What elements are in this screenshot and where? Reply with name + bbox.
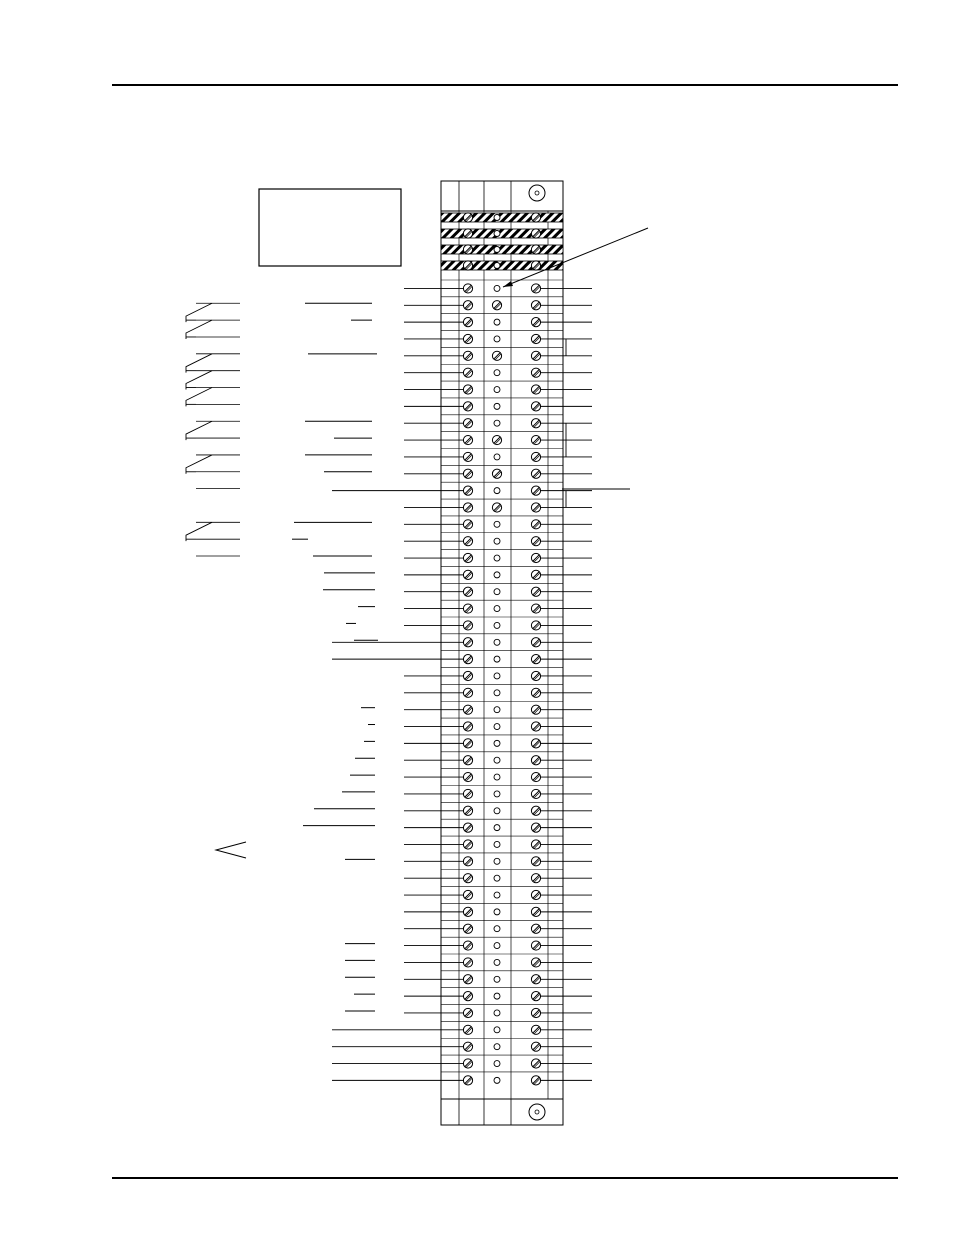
screw-icon bbox=[463, 890, 472, 899]
screw-icon bbox=[531, 469, 540, 478]
screw-icon bbox=[531, 452, 540, 461]
screw-icon bbox=[531, 1076, 540, 1085]
screw-icon bbox=[531, 553, 540, 562]
relay-contact-icon bbox=[186, 388, 212, 407]
screw-icon bbox=[463, 756, 472, 765]
hole-icon bbox=[494, 724, 500, 730]
screw-icon bbox=[463, 245, 472, 254]
hole-icon bbox=[494, 757, 500, 763]
screw-icon bbox=[463, 284, 472, 293]
shield-bar bbox=[441, 245, 563, 254]
screw-icon bbox=[531, 301, 540, 310]
top-mounting-screw-icon bbox=[529, 185, 545, 201]
hole-icon bbox=[494, 774, 500, 780]
hole-icon bbox=[494, 858, 500, 864]
screw-icon bbox=[463, 368, 472, 377]
screw-icon bbox=[463, 840, 472, 849]
screw-icon bbox=[531, 840, 540, 849]
hole-icon bbox=[494, 454, 500, 460]
screw-icon bbox=[463, 301, 472, 310]
screw-icon bbox=[463, 739, 472, 748]
left-wires bbox=[292, 288, 464, 1080]
screw-icon bbox=[463, 520, 472, 529]
terminal-rows bbox=[441, 211, 563, 1099]
screw-icon bbox=[463, 570, 472, 579]
hole-icon bbox=[494, 263, 500, 269]
screw-icon bbox=[463, 452, 472, 461]
screw-icon bbox=[463, 419, 472, 428]
screw-icon bbox=[463, 705, 472, 714]
hole-icon bbox=[494, 707, 500, 713]
screw-icon bbox=[463, 402, 472, 411]
hole-icon bbox=[494, 926, 500, 932]
screw-icon bbox=[463, 789, 472, 798]
hole-icon bbox=[494, 231, 500, 237]
screw-icon bbox=[531, 570, 540, 579]
screw-icon bbox=[531, 261, 540, 270]
screw-icon bbox=[531, 1025, 540, 1034]
less-than-symbol bbox=[216, 842, 246, 858]
screw-icon bbox=[531, 857, 540, 866]
screw-icon bbox=[463, 537, 472, 546]
hole-icon bbox=[494, 841, 500, 847]
screw-icon bbox=[531, 772, 540, 781]
hole-icon bbox=[494, 993, 500, 999]
label-box bbox=[259, 189, 401, 266]
hole-icon bbox=[494, 943, 500, 949]
screw-icon bbox=[531, 284, 540, 293]
screw-icon bbox=[463, 671, 472, 680]
hole-icon bbox=[494, 825, 500, 831]
screw-icon bbox=[531, 503, 540, 512]
screw-icon bbox=[463, 907, 472, 916]
screw-icon bbox=[463, 1076, 472, 1085]
screw-icon bbox=[531, 1059, 540, 1068]
hole-icon bbox=[494, 656, 500, 662]
hole-icon bbox=[494, 1044, 500, 1050]
screw-icon bbox=[531, 890, 540, 899]
screw-icon bbox=[531, 958, 540, 967]
hole-icon bbox=[494, 909, 500, 915]
shield-bar bbox=[441, 229, 563, 238]
screw-icon bbox=[531, 334, 540, 343]
screw-icon bbox=[492, 503, 501, 512]
screw-icon bbox=[463, 621, 472, 630]
screw-icon bbox=[463, 857, 472, 866]
screw-icon bbox=[531, 722, 540, 731]
screw-icon bbox=[463, 941, 472, 950]
hole-icon bbox=[494, 1061, 500, 1067]
screw-icon bbox=[463, 958, 472, 967]
hole-icon bbox=[494, 555, 500, 561]
hole-icon bbox=[494, 622, 500, 628]
hole-icon bbox=[494, 740, 500, 746]
hole-icon bbox=[494, 285, 500, 291]
relay-contact-icon bbox=[186, 522, 212, 541]
hole-icon bbox=[494, 1010, 500, 1016]
screw-icon bbox=[531, 789, 540, 798]
relay-contact-icon bbox=[186, 303, 212, 322]
screw-icon bbox=[531, 402, 540, 411]
screw-icon bbox=[463, 503, 472, 512]
hole-icon bbox=[494, 976, 500, 982]
hole-icon bbox=[494, 538, 500, 544]
screw-icon bbox=[463, 334, 472, 343]
hole-icon bbox=[494, 336, 500, 342]
screw-icon bbox=[531, 688, 540, 697]
screw-icon bbox=[531, 924, 540, 933]
screw-icon bbox=[531, 419, 540, 428]
screw-icon bbox=[463, 1059, 472, 1068]
screw-icon bbox=[463, 261, 472, 270]
screw-icon bbox=[531, 638, 540, 647]
screw-icon bbox=[531, 229, 540, 238]
screw-icon bbox=[463, 351, 472, 360]
screw-icon bbox=[463, 688, 472, 697]
screw-icon bbox=[531, 941, 540, 950]
screw-icon bbox=[531, 992, 540, 1001]
hole-icon bbox=[494, 875, 500, 881]
hole-icon bbox=[494, 1077, 500, 1083]
hole-icon bbox=[494, 247, 500, 253]
hole-icon bbox=[494, 606, 500, 612]
screw-icon bbox=[531, 1008, 540, 1017]
hole-icon bbox=[494, 690, 500, 696]
shield-bar bbox=[441, 261, 563, 270]
hole-icon bbox=[494, 403, 500, 409]
relay-contact-icon bbox=[186, 455, 212, 474]
screw-icon bbox=[531, 823, 540, 832]
hole-icon bbox=[494, 959, 500, 965]
screw-icon bbox=[531, 587, 540, 596]
screw-icon bbox=[531, 604, 540, 613]
screw-icon bbox=[463, 469, 472, 478]
screw-icon bbox=[531, 975, 540, 984]
hole-icon bbox=[494, 639, 500, 645]
hole-icon bbox=[494, 370, 500, 376]
hole-icon bbox=[494, 488, 500, 494]
screw-icon bbox=[463, 553, 472, 562]
screw-icon bbox=[531, 213, 540, 222]
screw-icon bbox=[463, 992, 472, 1001]
screw-icon bbox=[463, 604, 472, 613]
hole-icon bbox=[494, 521, 500, 527]
screw-icon bbox=[463, 874, 472, 883]
screw-icon bbox=[463, 823, 472, 832]
screw-icon bbox=[492, 301, 501, 310]
relay-contact-icon bbox=[186, 421, 212, 440]
screw-icon bbox=[531, 486, 540, 495]
hole-icon bbox=[494, 215, 500, 221]
screw-icon bbox=[463, 318, 472, 327]
hole-icon bbox=[494, 319, 500, 325]
shield-bar bbox=[441, 213, 563, 222]
hole-icon bbox=[494, 673, 500, 679]
screw-icon bbox=[463, 1008, 472, 1017]
terminal-strip-body bbox=[441, 181, 563, 1125]
screw-icon bbox=[463, 229, 472, 238]
screw-icon bbox=[531, 907, 540, 916]
screw-icon bbox=[463, 486, 472, 495]
screw-icon bbox=[463, 1025, 472, 1034]
screw-icon bbox=[463, 587, 472, 596]
hole-icon bbox=[494, 808, 500, 814]
screw-icon bbox=[463, 806, 472, 815]
bottom-mounting-screw-icon bbox=[529, 1104, 545, 1120]
screw-icon bbox=[463, 975, 472, 984]
screw-icon bbox=[492, 469, 501, 478]
screw-icon bbox=[531, 671, 540, 680]
screw-icon bbox=[463, 772, 472, 781]
screw-icon bbox=[531, 621, 540, 630]
screw-icon bbox=[531, 874, 540, 883]
screw-icon bbox=[531, 435, 540, 444]
hole-icon bbox=[494, 572, 500, 578]
screw-icon bbox=[463, 638, 472, 647]
screw-icon bbox=[531, 318, 540, 327]
screw-icon bbox=[463, 435, 472, 444]
screw-icon bbox=[531, 245, 540, 254]
relay-contact-icon bbox=[186, 354, 212, 373]
screw-icon bbox=[531, 385, 540, 394]
screw-icon bbox=[531, 537, 540, 546]
screw-icon bbox=[531, 368, 540, 377]
hole-icon bbox=[494, 791, 500, 797]
screw-icon bbox=[531, 756, 540, 765]
relay-contacts bbox=[186, 303, 240, 556]
screw-icon bbox=[463, 385, 472, 394]
relay-contact-icon bbox=[186, 320, 212, 339]
screw-icon bbox=[531, 520, 540, 529]
hole-icon bbox=[494, 892, 500, 898]
hole-icon bbox=[494, 387, 500, 393]
screw-icon bbox=[492, 435, 501, 444]
relay-contact-icon bbox=[186, 371, 212, 390]
screw-icon bbox=[531, 1042, 540, 1051]
screw-icon bbox=[463, 722, 472, 731]
screw-icon bbox=[531, 739, 540, 748]
screw-icon bbox=[531, 705, 540, 714]
hole-icon bbox=[494, 420, 500, 426]
screw-icon bbox=[463, 1042, 472, 1051]
screw-icon bbox=[492, 351, 501, 360]
hole-icon bbox=[494, 1027, 500, 1033]
screw-icon bbox=[531, 351, 540, 360]
callout-arrowhead-icon bbox=[503, 281, 513, 287]
screw-icon bbox=[531, 806, 540, 815]
screw-icon bbox=[463, 213, 472, 222]
screw-icon bbox=[531, 655, 540, 664]
screw-icon bbox=[463, 924, 472, 933]
screw-icon bbox=[463, 655, 472, 664]
hole-icon bbox=[494, 589, 500, 595]
